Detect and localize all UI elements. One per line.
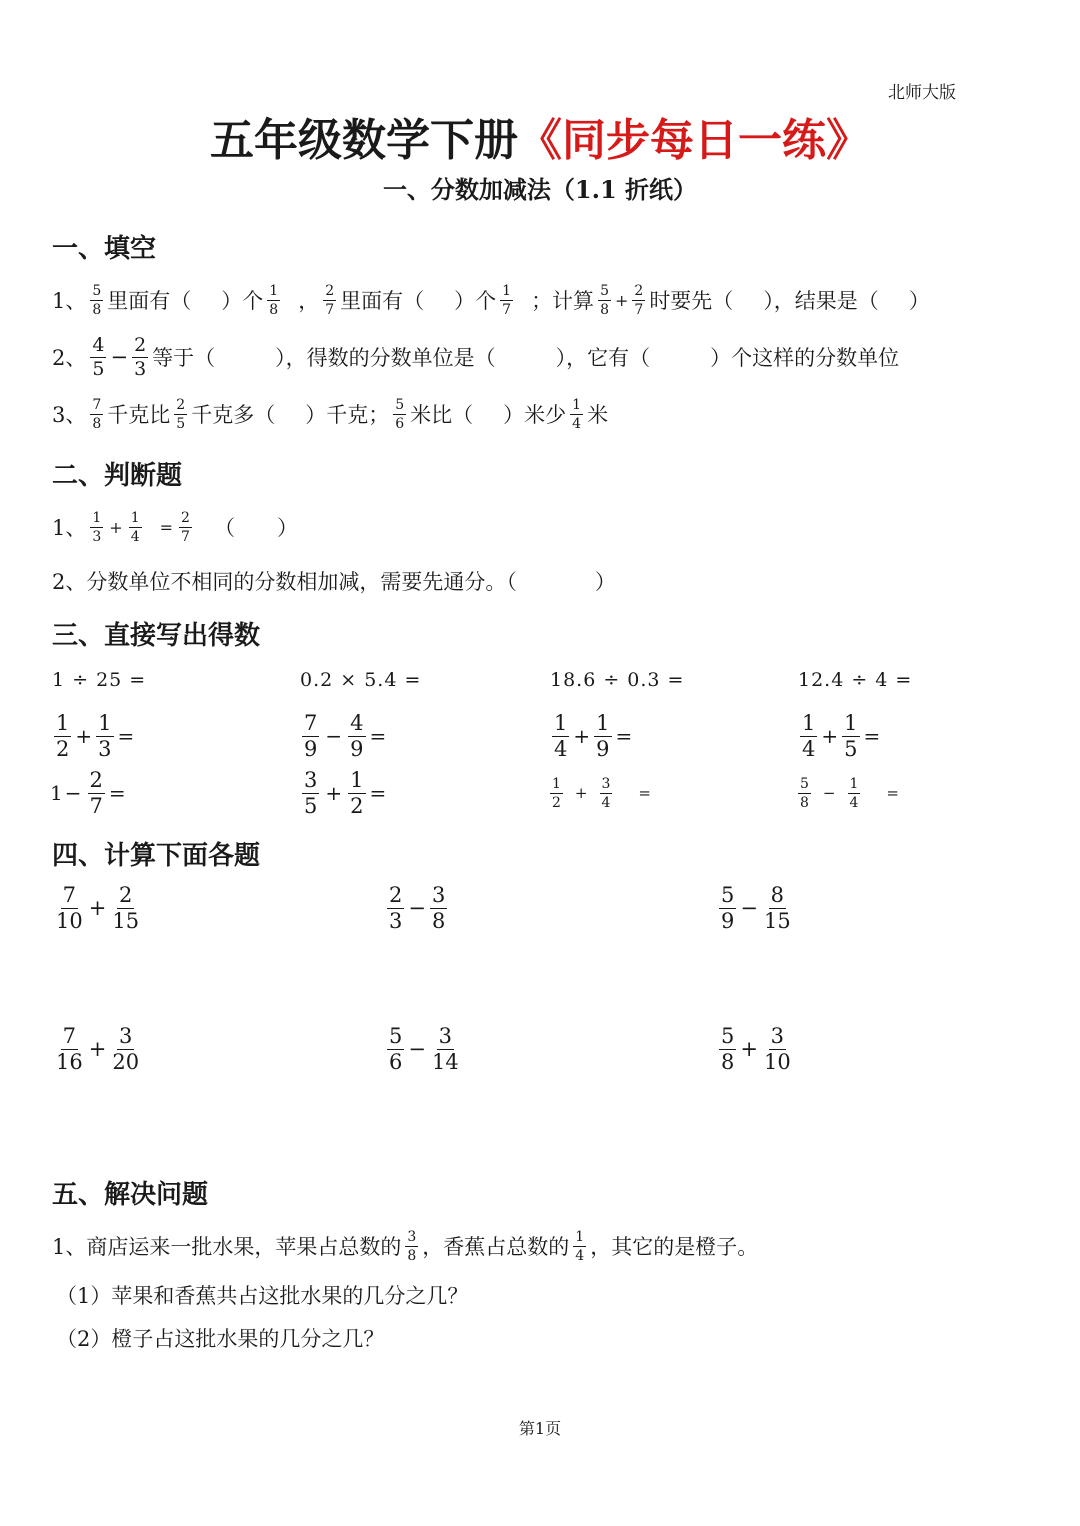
mental-calc-item: $\frac{1}{4}$ + $\frac{1}{9}$ =	[554, 710, 633, 761]
mental-calc-item: $\frac{3}{5}$ + $\frac{1}{2}$ =	[304, 767, 387, 818]
edition-label: 北师大版	[888, 83, 956, 103]
fraction: $\frac{2}{7}$	[181, 509, 190, 545]
fraction: $\frac{1}{4}$	[572, 396, 582, 432]
judge-question-2	[52, 557, 616, 605]
section-heading-direct-answers: 三、直接写出得数	[52, 621, 261, 651]
question-text: 里面有（	[107, 289, 192, 313]
answer-blank[interactable]: （ ）	[213, 516, 298, 540]
question-text: ，	[298, 289, 320, 313]
question-text: ）个	[221, 289, 264, 313]
question-text: ）千克；	[305, 403, 390, 427]
question-text: ）	[908, 289, 930, 313]
question-text: ）米少	[503, 403, 567, 427]
fraction: $\frac{3}{8}$	[407, 1228, 417, 1264]
mental-calc-item: $\frac{1}{2}$ + $\frac{1}{3}$ =	[56, 710, 135, 761]
word-problem-1	[52, 1222, 758, 1270]
mental-calc-item: $\frac{7}{9}$ − $\frac{4}{9}$ =	[304, 710, 387, 761]
fraction: $\frac{4}{5}$	[92, 333, 105, 380]
section-heading-calculate: 四、计算下面各题	[52, 841, 261, 871]
operator: =	[159, 517, 174, 537]
question-text: ）个	[454, 289, 497, 313]
fraction: $\frac{2}{5}$	[176, 396, 186, 432]
page-subtitle: 一、分数加减法（1.1 折纸）	[382, 175, 698, 204]
fraction: $\frac{1}{4}$	[130, 509, 140, 545]
word-problem-sub-2: （2）橙子占这批水果的几分之几？	[56, 1327, 385, 1351]
title-series: 《同步每日一练》	[518, 115, 870, 166]
question-text: 米比（	[410, 403, 474, 427]
fraction: $\frac{2}{3}$	[134, 333, 147, 380]
page-number: 第1页	[518, 1419, 562, 1438]
mental-calc-item: $\frac{5}{8}$ − $\frac{1}{4}$ =	[800, 775, 899, 811]
fraction: $\frac{7}{8}$	[92, 396, 102, 432]
calc-problem: $\frac{5}{6}$ − $\frac{3}{14}$	[389, 1023, 459, 1074]
question-text: ），得数的分数单位是（	[275, 346, 496, 370]
section-heading-fill-blank: 一、填空	[52, 234, 157, 264]
question-text: 千克比	[107, 403, 171, 427]
mental-calc-item: 1 − $\frac{2}{7}$ =	[50, 767, 126, 818]
question-text: 等于（	[152, 346, 216, 370]
mental-calc-item: $\frac{1}{4}$ + $\frac{1}{5}$ =	[802, 710, 881, 761]
question-text: 2、分数单位不相同的分数相加减，需要先通分。（	[52, 570, 517, 594]
mental-calc-item: 1 ÷ 25 =	[52, 669, 147, 691]
fraction: $\frac{1}{7}$	[502, 282, 512, 318]
mental-calc-item: 0.2 × 5.4 =	[300, 669, 422, 691]
section-heading-true-false: 二、判断题	[52, 461, 183, 491]
fraction: $\frac{2}{7}$	[634, 282, 644, 318]
mental-calc-item: $\frac{1}{2}$ + $\frac{3}{4}$ =	[552, 775, 651, 811]
title-main: 五年级数学下册	[210, 115, 518, 166]
question-text: ）	[594, 570, 616, 594]
page-title	[0, 104, 1080, 168]
mental-calc-item: 12.4 ÷ 4 =	[798, 669, 913, 691]
question-number: 1、	[52, 516, 87, 540]
question-text: ）个这样的分数单位	[710, 346, 900, 370]
fraction: $\frac{1}{4}$	[575, 1228, 585, 1264]
question-text: 米	[587, 403, 609, 427]
question-text: ；计算	[531, 289, 595, 313]
fraction: $\frac{5}{8}$	[92, 282, 102, 318]
fill-question-1	[52, 276, 930, 324]
word-problem-sub-1: （1）苹果和香蕉共占这批水果的几分之几？	[56, 1284, 469, 1308]
calc-problem: $\frac{7}{16}$ + $\frac{3}{20}$	[56, 1023, 140, 1074]
mental-calc-item: 18.6 ÷ 0.3 =	[550, 669, 685, 691]
question-text: 时要先（	[649, 289, 734, 313]
section-heading-word-problems: 五、解决问题	[52, 1180, 209, 1210]
operator: −	[110, 345, 129, 369]
question-number: 3、	[52, 403, 87, 427]
calc-problem: $\frac{5}{9}$ − $\frac{8}{15}$	[721, 882, 791, 933]
calc-problem: $\frac{7}{10}$ + $\frac{2}{15}$	[56, 882, 140, 933]
question-number: 2、	[52, 346, 87, 370]
fraction: $\frac{1}{3}$	[92, 509, 102, 545]
question-text: 里面有（	[340, 289, 425, 313]
question-text: ），它有（	[555, 346, 651, 370]
judge-question-1	[52, 503, 298, 551]
fill-question-2	[52, 333, 899, 381]
fill-question-3	[52, 390, 608, 438]
question-text: ，其它的是橙子。	[590, 1235, 759, 1259]
question-text: ，香蕉占总数的	[422, 1235, 570, 1259]
question-text: 1、商店运来一批水果，苹果占总数的	[52, 1235, 402, 1259]
question-text: ），结果是（	[763, 289, 879, 313]
question-number: 1、	[52, 289, 87, 313]
question-text: 千克多（	[191, 403, 276, 427]
operator: +	[614, 290, 629, 310]
fraction: $\frac{5}{8}$	[600, 282, 609, 318]
calc-problem: $\frac{5}{8}$ + $\frac{3}{10}$	[721, 1023, 791, 1074]
operator: +	[109, 517, 123, 537]
fraction: $\frac{1}{8}$	[269, 282, 279, 318]
calc-problem: $\frac{2}{3}$ − $\frac{3}{8}$	[389, 882, 446, 933]
fraction: $\frac{5}{6}$	[395, 396, 405, 432]
fraction: $\frac{2}{7}$	[325, 282, 335, 318]
